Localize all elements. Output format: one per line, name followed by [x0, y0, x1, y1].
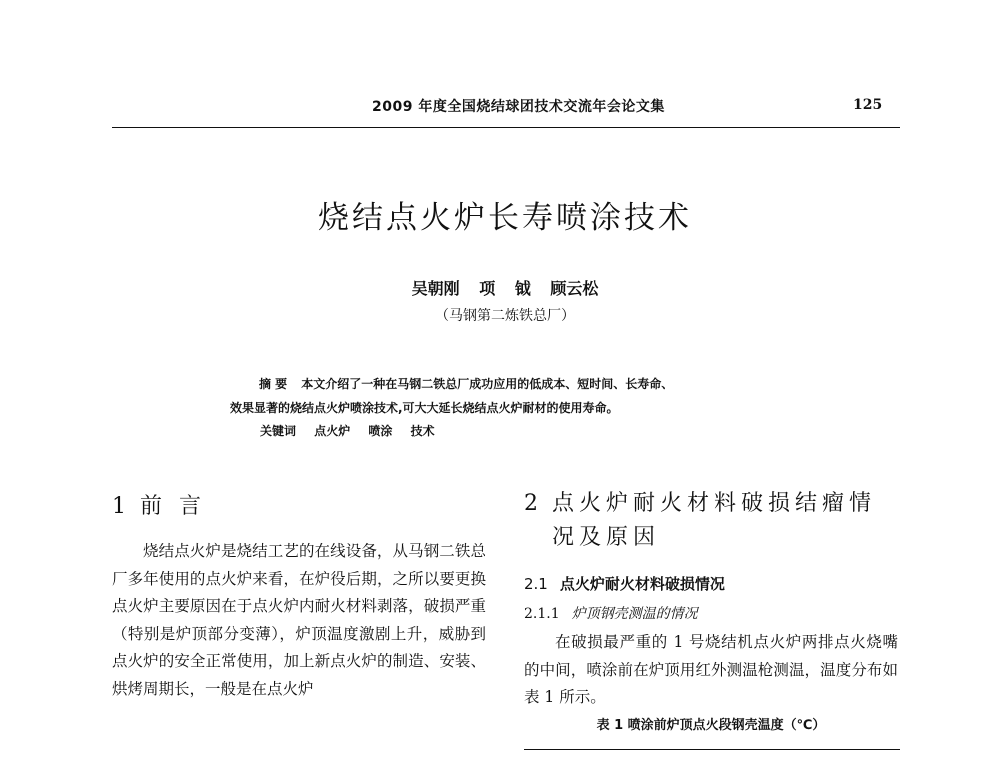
keywords	[260, 422, 449, 439]
keyword-item: 喷涂	[368, 424, 393, 438]
header-rule	[112, 127, 900, 128]
section-2-paragraph: 在破损最严重的 1 号烧结机点火炉两排点火烧嘴的中间，喷涂前在炉顶用红外测温枪测温，温度分布如表 1 所示。	[524, 633, 898, 706]
abstract-text-1: 本文介绍了一种在马钢二铁总厂成功应用的低成本、短时间、长寿命、	[301, 377, 674, 391]
abstract-label: 摘 要	[259, 377, 288, 391]
running-header: 2009 年度全国烧结球团技术交流年会论文集	[372, 99, 665, 115]
right-column	[524, 487, 898, 740]
left-column	[112, 490, 486, 703]
subsection-2-1-1	[524, 599, 898, 629]
section-2-heading	[524, 487, 898, 555]
subsection-2-1-1-title: 炉顶钢壳测温的情况	[571, 606, 698, 622]
table-1-caption: 表 1 喷涂前炉顶点火段钢壳温度（℃）	[596, 717, 826, 733]
keyword-item: 点火炉	[314, 424, 351, 438]
affiliation: （马钢第二炼铁总厂）	[435, 308, 575, 324]
page-number: 125	[853, 97, 883, 113]
subsection-2-1-1-number: 2.1.1	[524, 606, 560, 622]
subsection-2-1-title: 点火炉耐火材料破损情况	[559, 575, 725, 593]
subsection-2-1	[524, 569, 898, 599]
section-1-number: 1	[112, 494, 126, 519]
section-2-title: 点火炉耐火材料破损结瘤情况及原因	[552, 491, 877, 550]
table-top-rule	[524, 749, 900, 750]
abstract-line-1	[230, 372, 770, 396]
authors: 吴朝刚 项 钺 顾云松	[411, 279, 599, 298]
abstract-line-2: 效果显著的烧结点火炉喷涂技术,可大大延长烧结点火炉耐材的使用寿命。	[230, 401, 619, 415]
section-1-paragraph: 烧结点火炉是烧结工艺的在线设备，从马钢二铁总厂多年使用的点火炉来看，在炉役后期，之所以要更换点火炉主要原因在于点火炉内耐火材料剥落，破损严重（特别是炉顶部分变薄），炉顶温度激剧上升，威胁到点火炉的安全正常使用，加上新点火炉的制造、安装、烘烤周期长，一般是在点火炉	[112, 542, 486, 698]
section-1-title: 前 言	[140, 494, 206, 519]
subsection-2-1-number: 2.1	[524, 575, 548, 593]
abstract	[230, 372, 770, 420]
section-1-heading	[112, 490, 486, 524]
section-2-number: 2	[524, 491, 538, 516]
keyword-item: 技术	[410, 424, 435, 438]
paper-title: 烧结点火炉长寿喷涂技术	[318, 200, 692, 236]
keywords-label: 关键词	[260, 424, 297, 438]
